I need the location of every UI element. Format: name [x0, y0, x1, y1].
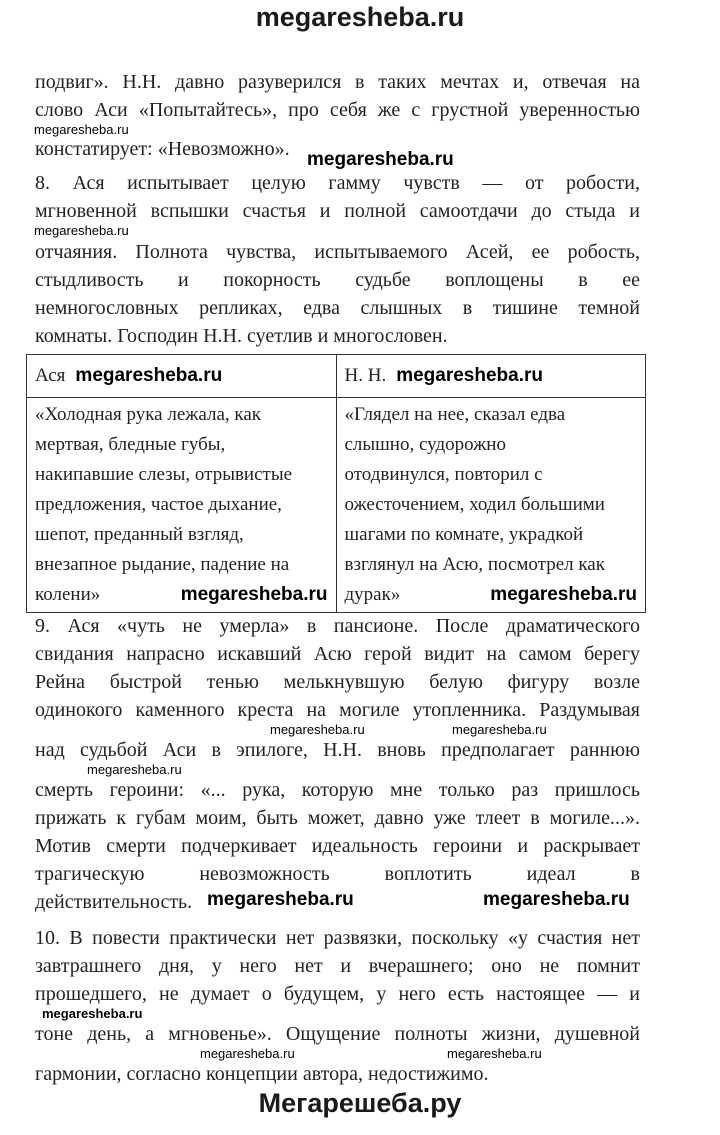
text-line: свидания напрасно искавший Асю герой видит на самом берегу	[35, 643, 640, 665]
watermark-small: megaresheba.ru	[452, 722, 547, 737]
text-line: немногословных репликах, едва слышных в тишине темной	[35, 297, 640, 319]
comparison-table	[26, 354, 646, 613]
cell-line: внезапное рыдание, падение на	[35, 554, 290, 575]
text-line: гармонии, согласно концепции автора, недостижимо.	[35, 1063, 489, 1085]
cell-line: взглянул на Асю, посмотрел как	[344, 554, 605, 575]
cell-line: ожесточением, ходил большими	[344, 494, 605, 515]
text-line: действительность.	[35, 891, 193, 913]
cell-line: мертвая, бледные губы,	[35, 434, 226, 455]
text-line: Мотив смерти подчеркивает идеальность героини и раскрывает	[35, 835, 640, 857]
site-footer-logo[interactable]: Мегарешеба.ру	[258, 1088, 462, 1118]
cell-line: «Холодная рука лежала, как	[35, 404, 262, 425]
text-line: комнаты. Господин Н.Н. суетлив и многословен.	[35, 325, 448, 347]
cell-line: «Глядел на нее, сказал едва	[344, 404, 566, 425]
text-line: трагическую невозможность воплотить идеал в	[35, 863, 640, 885]
cell-line: колени»	[35, 584, 101, 605]
text-line: констатирует: «Невозможно».	[35, 138, 290, 160]
cell-line: накипавшие слезы, отрывистые	[35, 464, 293, 485]
cell-line: шагами по комнате, украдкой	[344, 524, 584, 545]
table-cell-nn	[336, 398, 646, 613]
cell-line: предложения, частое дыхание,	[35, 494, 282, 515]
table-header-label: Ася	[35, 365, 66, 386]
text-line: над судьбой Аси в эпилоге, Н.Н. вновь предполагает раннюю	[35, 739, 640, 761]
watermark-small: megaresheba.ru	[34, 122, 129, 137]
watermark-small: megaresheba.ru	[270, 722, 365, 737]
text-line: прижать к губам моим, быть может, давно уже тлеет в могиле...».	[35, 807, 640, 829]
watermark-large: megaresheba.ru	[180, 584, 328, 605]
text-line: тоне день, а мгновенье». Ощущение полноты жизни, душевной	[35, 1023, 640, 1045]
text-line: прошедшего, не думает о будущем, у него есть настоящее — и	[35, 983, 640, 1005]
text-line: слово Аси «Попытайтесь», про себя же с грустной уверенностью	[35, 99, 640, 121]
watermark-large: megaresheba.ru	[396, 365, 543, 386]
table-header-asya	[27, 355, 337, 398]
text-line: 9. Ася «чуть не умерла» в пансионе. После драматического	[35, 615, 640, 637]
text-line: 10. В повести практически нет развязки, поскольку «у счастия нет	[35, 927, 640, 949]
text-line: завтрашнего дня, у него нет и вчерашнего; оно не помнит	[35, 955, 640, 977]
watermark-small: megaresheba.ru	[42, 1006, 143, 1021]
watermark-small: megaresheba.ru	[87, 762, 182, 777]
text-line: стыдливость и покорность судьбе воплощены в ее	[35, 269, 640, 291]
text-line: 8. Ася испытывает целую гамму чувств — от робости,	[35, 172, 640, 194]
table-cell-asya	[27, 398, 337, 613]
watermark-large: megaresheba.ru	[75, 365, 223, 386]
text-line: Рейна быстрой тенью мелькнувшую белую фигуру возле	[35, 671, 640, 693]
text-line: мгновенной вспышки счастья и полной самоотдачи до стыда и	[35, 200, 640, 222]
watermark-small: megaresheba.ru	[34, 223, 129, 238]
site-header-logo[interactable]: megaresheba.ru	[255, 2, 465, 32]
table-header-nn	[336, 355, 646, 398]
table-header-row	[27, 355, 646, 398]
watermark-small: megaresheba.ru	[447, 1046, 542, 1061]
watermark-large: megaresheba.ru	[483, 889, 630, 910]
watermark-small: megaresheba.ru	[200, 1046, 295, 1061]
table-header-label: Н. Н.	[344, 365, 387, 386]
watermark-large: megaresheba.ru	[307, 149, 454, 170]
cell-line: отодвинулся, повторил с	[344, 464, 543, 485]
text-line: отчаяния. Полнота чувства, испытываемого Асей, ее робость,	[35, 241, 640, 263]
cell-line: слышно, судорожно	[344, 434, 506, 455]
cell-line: шепот, преданный взгляд,	[35, 524, 244, 545]
watermark-large: megaresheba.ru	[490, 584, 637, 605]
text-line: одинокого каменного креста на могиле утопленника. Раздумывая	[35, 699, 640, 721]
table-row	[27, 398, 646, 613]
watermark-large: megaresheba.ru	[207, 889, 354, 910]
text-line: подвиг». Н.Н. давно разуверился в таких мечтах и, отвечая на	[35, 71, 640, 93]
cell-line: дурак»	[344, 584, 401, 605]
text-line: смерть героини: «... рука, которую мне только раз пришлось	[35, 779, 640, 801]
